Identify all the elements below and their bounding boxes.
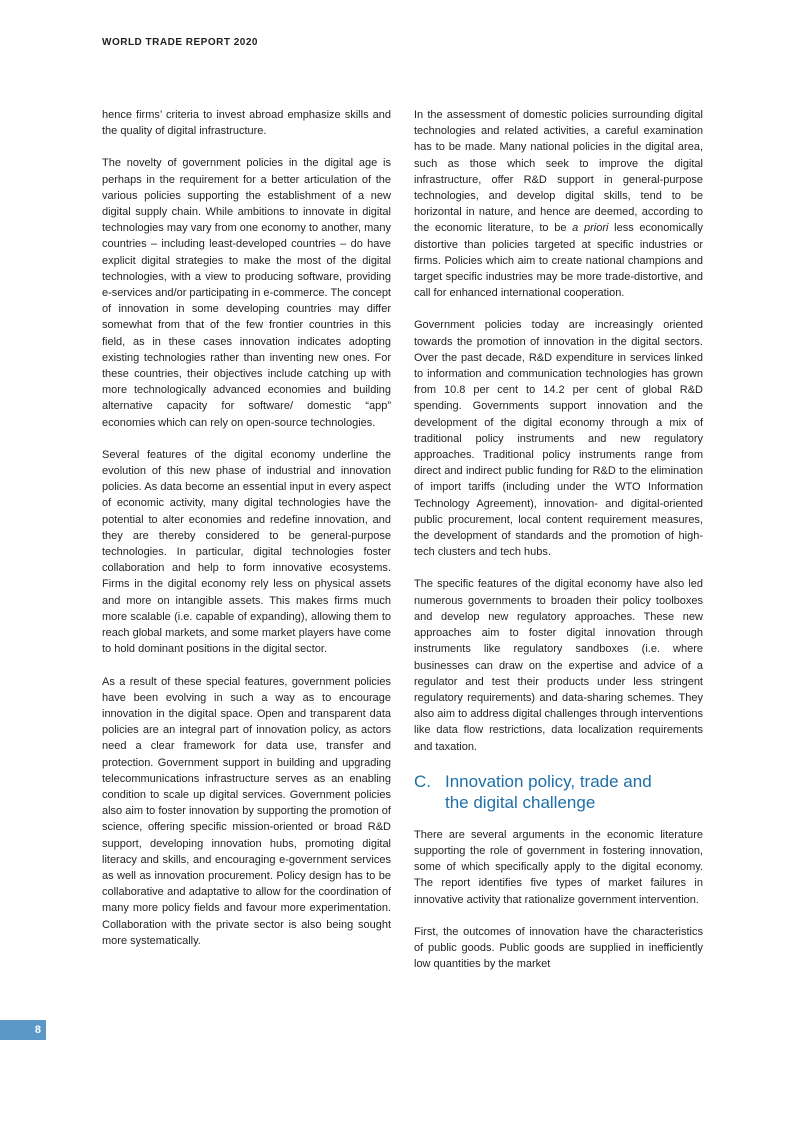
paragraph-text: less economically distortive than policies targeted at specific industries or firms. Policies which aim to create national champions and target specific industries may be more trade-distortive, and call for enhanced international cooperation. (414, 222, 703, 300)
paragraph-text: In the assessment of domestic policies surrounding digital technologies and related activities, a careful examination has to be made. Many national policies in the digital area, such as those which seek to improve the digital infrastructure, offer R&D support in general-purpose technologies, and develop digital skills, tend to be horizontal in nature, and hence are deemed, according to the economic literature, to be (414, 109, 703, 235)
body-paragraph: As a result of these special features, government policies have been evolving in such a way as to encourage innovation in the digital space. Open and transparent data policies are an integral part of innovation policy, as actors need a clear framework for data use, transfer and protection. Government support in building and upgrading telecommunications infrastructure serves as an enabling condition to scale up digital services. Government policies also aim to foster innovation by supporting the promotion of science, offering specific mission-oriented or broad R&D support, developing innovation hubs, promoting digital literacy and skills, and encouraging e-government services as well as innovation procurement. Policy design has to be collaborative and adaptative to allow for the coordination of many more policy fields and favour more experimentation. Collaboration with the private sector is also being sought more systematically. (102, 675, 391, 947)
section-letter: C. (414, 771, 431, 791)
body-paragraph: Several features of the digital economy underline the evolution of this new phase of industrial and innovation policies. As data become an essential input in every aspect of economic activity, many digital technologies have the potential to alter economies and redefine innovation, and they are thereby considered to be general-purpose technologies. In particular, digital technologies foster collaboration and help to form innovative ecosystems. Firms in the digital economy rely less on physical assets and more on intangible assets. This makes firms much more scalable (i.e. capable of expanding), allowing them to reach global markets, and some market players have come to hold dominant positions in the digital sector. (102, 448, 391, 656)
page-number: 8 (0, 1020, 46, 1040)
body-paragraph: There are several arguments in the economic literature supporting the role of government in fostering innovation, some of which specifically apply to the digital economy. The report identifies five types of market failures in innovative activity that rationalize government intervention. (414, 828, 703, 906)
right-column (414, 107, 703, 988)
left-column (102, 107, 391, 965)
section-title-line: the digital challenge (445, 792, 596, 812)
section-title-line: Innovation policy, trade and (445, 771, 652, 791)
body-paragraph: Government policies today are increasingly oriented towards the promotion of innovation in the digital sectors. Over the past decade, R&D expenditure in services linked to information and communication technologies has grown from 10.8 per cent to 14.2 per cent of global R&D spending. Governments support innovation and the development of the digital economy through a mix of traditional policy instruments and new regulatory approaches. Traditional policy instruments range from direct and indirect public funding for R&D to the elimination of import tariffs (including under the WTO Information Technology Agreement), innovation- and digital-oriented public procurement, local content requirement measures, the development of standards and the promotion of high-tech clusters and tech hubs. (414, 319, 703, 559)
section-title (445, 771, 652, 813)
body-paragraph: The novelty of government policies in the digital age is perhaps in the requirement for a better articulation of the various policies supporting the establishment of a new digital supply chain. While ambitions to innovate in digital technologies may vary from one economy to another, many countries – including least-developed countries – do have explicit digital strategies to make the most of the digital technologies, with a view to producing software, providing e-services and/or participating in e-commerce. The concept of innovation in some developing countries may differ somewhat from that of the few frontier countries in this field, as in these cases innovation indicates adopting existing technologies rather than inventing new ones. For these countries, their objectives include catching up with more technologically advanced economies and building alternative capacity for software/ domestic “app” economies which can rely on open-source technologies. (102, 157, 391, 429)
body-paragraph (414, 107, 703, 301)
body-paragraph: First, the outcomes of innovation have the characteristics of public goods. Public goods are supplied in inefficiently low quantities by the market (414, 925, 703, 971)
body-paragraph: The specific features of the digital economy have also led numerous governments to broaden their policy toolboxes and develop new regulatory approaches. These new approaches aim to foster digital innovation through instruments like regulatory sandboxes (i.e. where businesses can draw on the expertise and advice of a regulator and test their products under less stringent regulatory requirements) and data-sharing schemes. They also aim to address digital challenges through interventions like data flow restrictions, data localization requirements and taxation. (414, 578, 703, 753)
section-heading (414, 771, 703, 813)
italic-term: a priori (572, 222, 609, 235)
running-header: WORLD TRADE REPORT 2020 (102, 37, 258, 48)
body-paragraph: hence firms’ criteria to invest abroad emphasize skills and the quality of digital infrastructure. (102, 109, 391, 138)
